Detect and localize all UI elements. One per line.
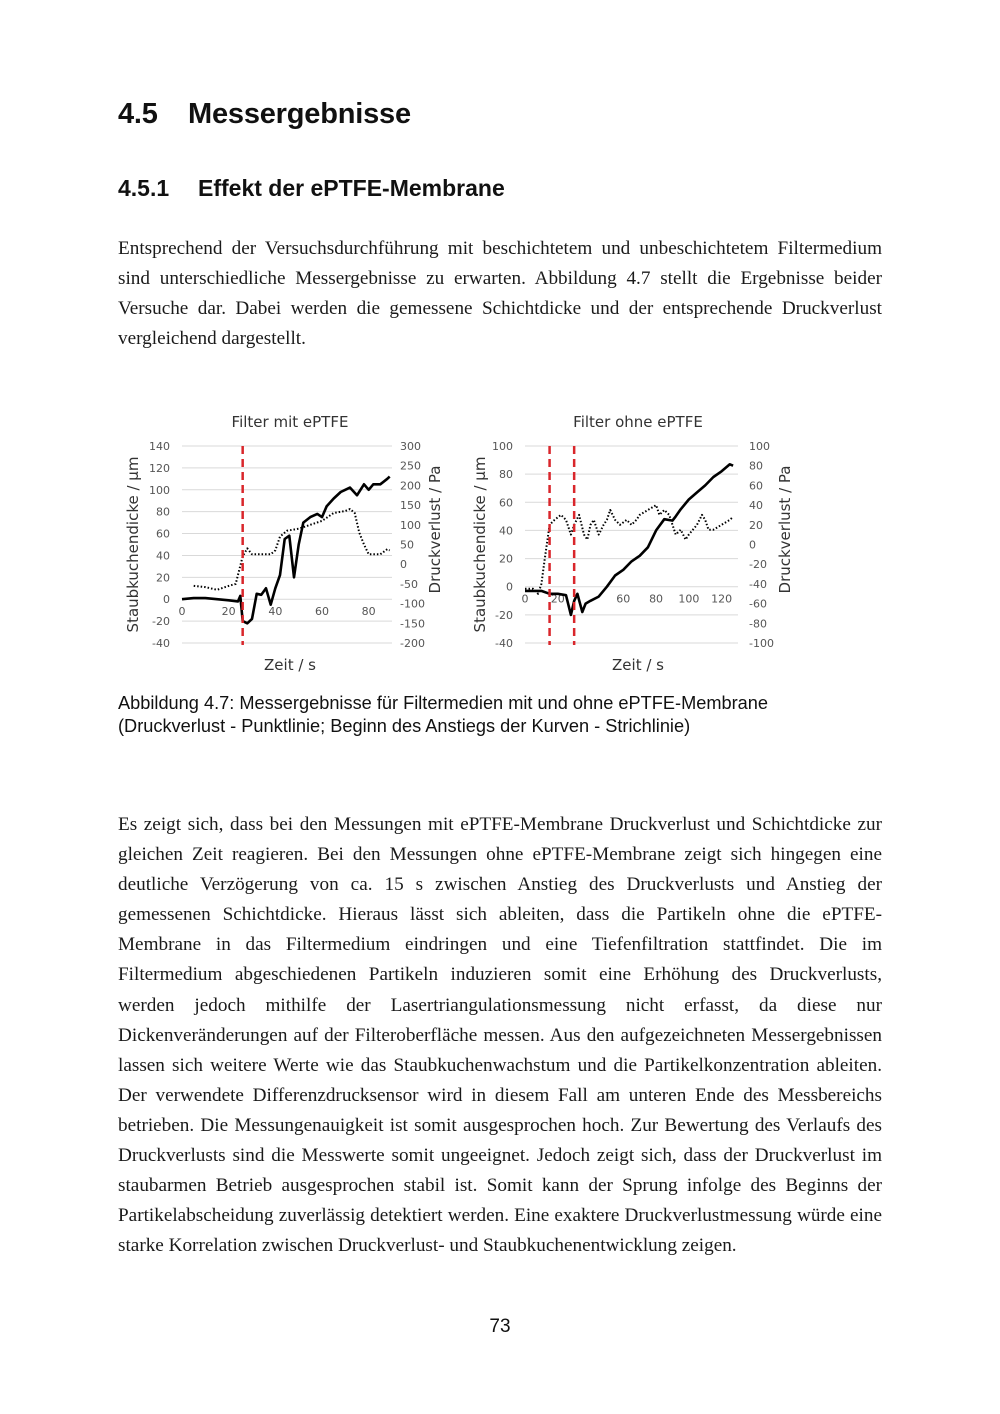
x-tick-label: 60 <box>315 605 329 619</box>
y-axis-label: Staubkuchendicke / µm <box>124 456 142 633</box>
y-right-tick-label: 0 <box>400 558 407 572</box>
y-tick-label: 60 <box>499 496 513 510</box>
y-right-tick-label: 40 <box>749 499 763 513</box>
y-right-tick-label: 200 <box>400 479 421 493</box>
figure-4-7 <box>118 400 818 685</box>
y-tick-label: 100 <box>492 440 513 453</box>
y-right-tick-label: 250 <box>400 459 421 473</box>
y-axis-label: Staubkuchendicke / µm <box>471 456 489 633</box>
page-number: 73 <box>489 1316 511 1337</box>
paragraph-intro: Entsprechend der Versuchsdurchführung mit beschichtetem und unbeschichtetem Filtermedium sind unterschiedliche Messergebnisse zu erwarten. Abbildung 4.7 stellt die Ergebnisse beider Versuche dar. Dabei werden die gemessene Schichtdicke und der entsprechende Druckverlust vergleichend dargestellt. <box>118 238 882 350</box>
x-tick-label: 20 <box>221 605 236 619</box>
y-tick-label: 80 <box>499 468 513 482</box>
staubkuchendicke-series <box>182 477 390 624</box>
y-tick-label: 120 <box>149 461 170 475</box>
y-tick-label: 80 <box>156 505 170 519</box>
chart-title: Filter mit ePTFE <box>231 413 349 431</box>
y-right-tick-label: 0 <box>749 538 756 552</box>
y-tick-label: -20 <box>495 608 513 622</box>
y-right-axis-label: Druckverlust / Pa <box>426 465 444 594</box>
figure-charts <box>118 400 818 685</box>
y-right-tick-label: -150 <box>400 617 425 631</box>
x-axis-label: Zeit / s <box>264 656 316 674</box>
section-number: 4.5 <box>118 98 158 130</box>
y-right-tick-label: 150 <box>400 499 421 513</box>
x-tick-label: 0 <box>521 592 529 606</box>
x-tick-label: 80 <box>649 592 664 606</box>
x-tick-label: 80 <box>361 605 376 619</box>
y-right-tick-label: -50 <box>400 577 418 591</box>
chart-filter-mit-eptfe <box>124 413 444 674</box>
caption-line-2: (Druckverlust - Punktlinie; Beginn des Anstiegs der Kurven - Strichlinie) <box>118 716 691 736</box>
y-tick-label: -40 <box>152 637 170 650</box>
subsection-number: 4.5.1 <box>118 175 170 201</box>
figure-caption <box>118 692 878 738</box>
y-right-tick-label: 100 <box>400 518 421 532</box>
y-tick-label: 20 <box>156 571 170 585</box>
section-heading <box>118 98 411 131</box>
y-right-tick-label: 50 <box>400 538 414 552</box>
y-right-tick-label: -60 <box>749 597 767 611</box>
y-right-tick-label: -200 <box>400 637 425 650</box>
druckverlust-series <box>525 505 733 594</box>
y-tick-label: 140 <box>149 440 170 453</box>
y-tick-label: 40 <box>499 524 513 538</box>
caption-line-1: Abbildung 4.7: Messergebnisse für Filtermedien mit und ohne ePTFE-Membrane <box>118 693 769 713</box>
paragraph-discussion: Es zeigt sich, dass bei den Messungen mit ePTFE-Membrane Druckverlust und Schichtdicke zur gleichen Zeit reagieren. Bei den Messungen ohne ePTFE-Membrane zeigt sich hingegen eine deutliche Verzögerung von ca. 15 s zwischen Anstieg des Druckverlusts und Anstieg der gemessenen Schichtdicke. Hieraus lässt sich ableiten, dass die Partikeln ohne die ePTFE-Membrane in das Filtermedium eindringen und eine Tiefenfiltration stattfindet. Die im Filtermedium abgeschiedenen Partikeln induzieren somit eine Erhöhung des Druckverlusts, werden jedoch mithilfe der Lasertriangulationsmessung nicht erfasst, da diese nur Dickenveränderungen auf der Filteroberfläche messen. Aus den aufgezeichneten Messergebnissen lassen sich weitere Werte wie das Staubkuchenwachstum und die Partikelkonzentration ableiten. Der verwendete Differenzdrucksensor wird in diesem Fall am unteren Ende des Messbereichs betrieben. Die Messungenauigkeit ist somit ausgesprochen hoch. Zur Bewertung des Verlaufs des Druckverlusts sind die Messwerte somit ungeeignet. Jedoch zeigt sich, dass der Druckverlust im staubarmen Betrieb ausgesprochen stabil ist. Somit kann der Sprung infolge des Beginns der Partikelabscheidung zuverlässig detektiert werden. Eine exaktere Druckverlustmessung würde eine starke Korrelation zwischen Druckverlust- und Staubkuchenentwicklung zeigen. <box>118 814 882 1257</box>
subsection-title: Effekt der ePTFE-Membrane <box>198 175 505 201</box>
x-axis-label: Zeit / s <box>612 656 664 674</box>
y-right-tick-label: 100 <box>749 440 770 453</box>
x-tick-label: 40 <box>268 605 283 619</box>
y-tick-label: 0 <box>163 593 170 607</box>
y-right-tick-label: -80 <box>749 617 767 631</box>
chart-filter-ohne-eptfe <box>471 413 794 674</box>
chart-title: Filter ohne ePTFE <box>573 413 703 431</box>
y-tick-label: 100 <box>149 483 170 497</box>
y-right-tick-label: -100 <box>400 597 425 611</box>
y-right-tick-label: -40 <box>749 577 767 591</box>
y-right-tick-label: 300 <box>400 440 421 453</box>
x-tick-label: 0 <box>178 605 186 619</box>
x-tick-label: 20 <box>550 592 565 606</box>
y-tick-label: 40 <box>156 549 170 563</box>
y-right-tick-label: 60 <box>749 479 763 493</box>
y-right-tick-label: -100 <box>749 637 774 650</box>
y-right-axis-label: Druckverlust / Pa <box>776 465 794 594</box>
subsection-heading <box>118 175 505 202</box>
section-title: Messergebnisse <box>188 98 411 130</box>
x-tick-label: 60 <box>616 592 631 606</box>
y-tick-label: 60 <box>156 527 170 541</box>
x-tick-label: 120 <box>711 592 733 606</box>
y-tick-label: 0 <box>506 580 513 594</box>
y-tick-label: -20 <box>152 615 170 629</box>
y-right-tick-label: 20 <box>749 518 763 532</box>
y-right-tick-label: 80 <box>749 459 763 473</box>
y-tick-label: 20 <box>499 552 513 566</box>
x-tick-label: 100 <box>678 592 700 606</box>
y-tick-label: -40 <box>495 637 513 650</box>
y-right-tick-label: -20 <box>749 558 767 572</box>
